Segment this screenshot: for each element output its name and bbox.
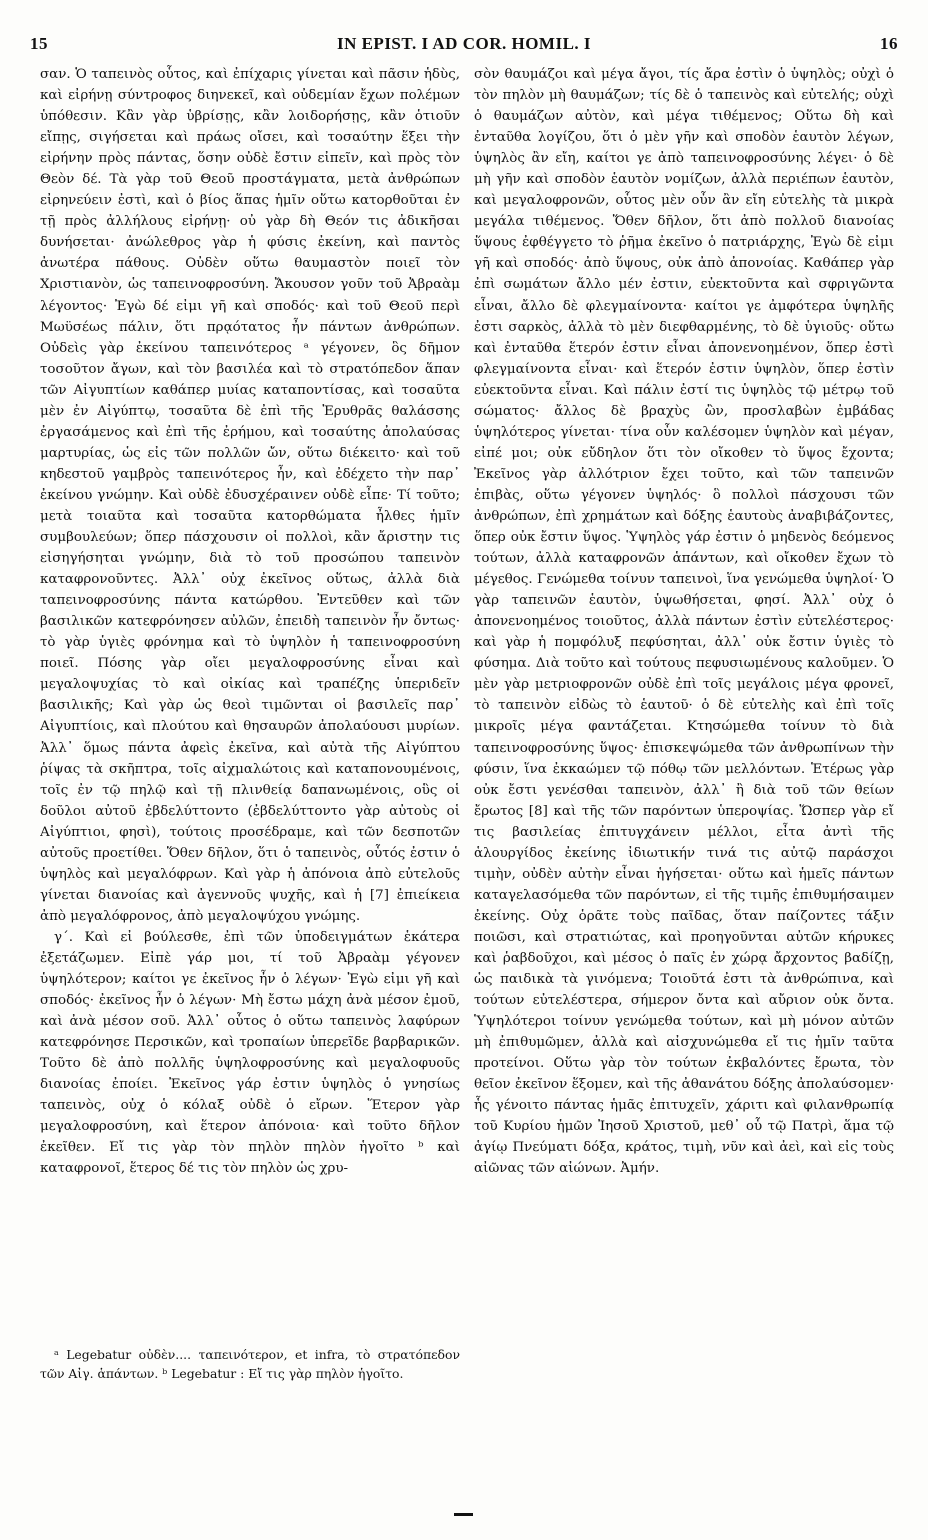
paragraph: γ΄. Καὶ εἰ βούλεσθε, ἐπὶ τῶν ὑποδειγμάτων ἑκάτερα ἐξετάζωμεν. Εἰπὲ γάρ μοι, τί τοῦ Ἀβραὰμ γέγονεν ὑψηλότερον; καίτοι γε ἐκεῖνος ἦν ὁ λέγων· Ἐγὼ εἰμι γῆ καὶ σποδός· ἐκεῖνος ἦν ὁ λέγων· Μὴ ἔστω μάχη ἀνὰ μέσον ἐμοῦ, καὶ ἀνὰ μέσον σοῦ. Ἀλλ᾽ οὗτος ὁ οὕτω ταπεινὸς λαφύρων κατεφρόνησε Περσικῶν, καὶ τροπαίων ὑπερεῖδε βαρβαρικῶν. Τοῦτο δὲ ἀπὸ πολλῆς ὑψηλοφροσύνης καὶ μεγαλοφυοῦς διανοίας ἐποίει. Ἐκεῖνος γάρ ἐστιν ὑψηλὸς ὁ γνησίως ταπεινὸς, οὐχ ὁ κόλαξ οὐδὲ ὁ εἴρων. Ἕτερον γὰρ μεγαλοφροσύνη, καὶ ἕτερον ἀπόνοια· καὶ τοῦτο δῆλον ἐκεῖθεν. Εἴ τις γὰρ τὸν πηλὸν πηλὸν ἡγοῖτο ᵇ καὶ καταφρονοῖ, ἕτερος δέ τις τὸν πηλὸν ὡς χρυ- — [40, 929, 460, 1177]
left-page-number: 15 — [30, 34, 48, 53]
right-text-column — [474, 64, 894, 1384]
page-end-mark — [454, 1513, 473, 1516]
running-title: IN EPIST. I AD COR. HOMIL. I — [336, 34, 592, 53]
paragraph: σὸν θαυμάζοι καὶ μέγα ἄγοι, τίς ἄρα ἐστὶν ὁ ὑψηλὸς; οὐχὶ ὁ τὸν πηλὸν μὴ θαυμάζων; τίς δὲ ὁ ταπεινὸς καὶ εὐτελής; οὐχὶ ὁ θαυμάζων αὐτὸν, καὶ μέγα τιθέμενος; Οὕτω δὴ καὶ ἐνταῦθα λογίζου, ὅτι ὁ μὲν γῆν καὶ σποδὸν ἑαυτὸν λέγων, ὑψηλὸς ἂν εἴη, καίτοι γε ἀπὸ ταπεινοφροσύνης λέγει· ὁ δὲ μὴ γῆν καὶ σποδὸν ἑαυτὸν νομίζων, ἀλλὰ περιέπων ἑαυτὸν, καὶ μεγαλοφρονῶν, οὗτος μὲν οὖν ἂν εἴη εὐτελὴς τὰ μικρὰ μεγάλα τιθέμενος. Ὅθεν δῆλον, ὅτι ἀπὸ πολλοῦ διανοίας ὕψους ἐφθέγγετο τὸ ῥῆμα ἐκεῖνο ὁ πατριάρχης, Ἐγὼ δὲ εἰμι γῆ καὶ σποδός· ἀπὸ ὕψους, οὐκ ἀπὸ ἀπονοίας. Καθάπερ γὰρ ἐπὶ σωμάτων ἄλλο μέν ἐστιν, εὐεκτοῦντα καὶ σφριγῶντα εἶναι, ἄλλο δὲ φλεγμαίνοντα· καίτοι γε ἀμφότερα ὑψηλῆς ἐστι σαρκὸς, ἀλλὰ τὸ μὲν διεφθαρμένης, τὸ δὲ ὑγιοῦς· οὕτω καὶ ἐνταῦθα ἕτερόν ἐστιν εἶναι ἀπονενοημένον, ὅπερ ἐστὶ φλεγμαίνοντα εἶναι· καὶ ἕτερόν ἐστιν ὑψηλὸν, ὅπερ ἐστὶν εὐεκτοῦντα εἶναι. Καὶ πάλιν ἐστί τις ὑψηλὸς τῷ μέτρῳ τοῦ σώματος· ἄλλος δὲ βραχὺς ὢν, προσλαβὼν ἐμβάδας ὑψηλότερος γίνεται· τίνα οὖν καλέσομεν ὑψηλὸν καὶ μέγαν, εἰπέ μοι; οὐκ εὔδηλον ὅτι τὸν οἴκοθεν τὸ ὕψος ἔχοντα; Ἐκεῖνος γὰρ ἀλλότριον ἔχει τοῦτο, καὶ τῶν ταπεινῶν ἐπιβὰς, οὕτω γέγονεν ὑψηλός· ὃ πολλοὶ πάσχουσι τῶν ἀνθρώπων, ἐπὶ χρημάτων καὶ δόξης ἑαυτοὺς ἀναβιβάζοντες, ὅπερ οὐκ ἔστιν ὕψος. Ὑψηλὸς γάρ ἐστιν ὁ μηδενὸς δεόμενος τούτων, ἀλλὰ καταφρονῶν ἁπάντων, καὶ οἴκοθεν ἔχων τὸ μέγεθος. Γενώμεθα τοίνυν ταπεινοὶ, ἵνα γενώμεθα ὑψηλοί· Ὁ γὰρ ταπεινῶν ἑαυτὸν, ὑψωθήσεται, φησί. Ἀλλ᾽ οὐχ ὁ ἀπονενοημένος τοιοῦτος, ἀλλὰ πάντων ἐστὶν εὐτελέστερος· καὶ γὰρ ἡ πομφόλυξ πεφύσηται, ἀλλ᾽ οὐκ ἔστιν ὑγιὲς τὸ φύσημα. Διὰ τοῦτο καὶ τούτους πεφυσιωμένους καλοῦμεν. Ὁ μὲν γὰρ μετριοφρονῶν οὐδὲ ἐπὶ τοῖς μεγάλοις μέγα φρονεῖ, τὸ ταπεινὸν εἰδὼς τὸ ἑαυτοῦ· ὁ δὲ εὐτελὴς καὶ ἐπὶ τοῖς μικροῖς μέγα φαντάζεται. Κτησώμεθα τοίνυν τὸ διὰ ταπεινοφροσύνης ὕψος· ἐπισκεψώμεθα τῶν ἀνθρωπίνων τὴν φύσιν, ἵνα ἐκκαώμεν τῷ πόθῳ τῶν μελλόντων. Ἑτέρως γὰρ οὐκ ἔστι γενέσθαι ταπεινὸν, ἀλλ᾽ ἢ διὰ τοῦ τῶν θείων ἔρωτος [8] καὶ τῆς τῶν παρόντων ὑπεροψίας. Ὥσπερ γὰρ εἴ τις βασιλείας ἐπιτυγχάνειν μέλλοι, εἶτα ἀντὶ τῆς ἁλουργίδος ἐκείνης ἰδιωτικήν τινά τις αὐτῷ παράσχοι τιμὴν, οὐδὲν αὐτὴν εἶναι ἡγήσεται· οὕτω καὶ ἡμεῖς πάντων καταγελασόμεθα τῶν παρόντων, εἰ τῆς τιμῆς ἐπιθυμήσαιμεν ἐκείνης. Οὐχ ὁρᾶτε τοὺς παῖδας, ὅταν παίζοντες τάξιν ποιῶσι, καὶ στρατιώτας, καὶ προηγοῦνται αὐτῶν κήρυκες καὶ ῥαβδοῦχοι, καὶ μέσος ὁ παῖς ἐν χώρᾳ ἄρχοντος βαδίζῃ, ὡς παιδικὰ τὰ γινόμενα; Τοιοῦτά ἐστι τὰ ἀνθρώπινα, καὶ τούτων εὐτελέστερα, σήμερον ὄντα καὶ αὔριον οὐκ ὄντα. Ὑψηλότεροι τοίνυν γενώμεθα τούτων, καὶ μὴ μόνον αὐτῶν μὴ ἐπιθυμῶμεν, ἀλλὰ καὶ αἰσχυνώμεθα εἴ τις ἡμῖν ταῦτα προτείνοι. Οὕτω γὰρ τὸν τούτων ἐκβαλόντες ἔρωτα, τὸν θεῖον ἐκεῖνον ἕξομεν, καὶ τῆς ἀθανάτου δόξης ἀπολαύσομεν· ἧς γένοιτο πάντας ἡμᾶς ἐπιτυχεῖν, χάριτι καὶ φιλανθρωπίᾳ τοῦ Κυρίου ἡμῶν Ἰησοῦ Χριστοῦ, μεθ᾽ οὗ τῷ Πατρὶ, ἅμα τῷ ἁγίῳ Πνεύματι δόξα, κράτος, τιμὴ, νῦν καὶ ἀεὶ, καὶ εἰς τοὺς αἰῶνας τῶν αἰώνων. Ἀμήν. — [474, 67, 894, 1177]
page-header — [30, 34, 898, 56]
footnotes — [40, 1346, 460, 1383]
left-text-column — [40, 64, 460, 1354]
paragraph: σαν. Ὁ ταπεινὸς οὗτος, καὶ ἐπίχαρις γίνεται καὶ πᾶσιν ἡδὺς, καὶ εἰρήνῃ σύντροφος διηνεκεῖ, καὶ οὐδεμίαν ἔχων πολέμων ὑπόθεσιν. Κἂν γὰρ ὑβρίσῃς, κἂν λοιδορήσῃς, κἂν ὁτιοῦν εἴπῃς, σιγήσεται καὶ πράως οἴσει, καὶ τοσαύτην ἕξει τὴν εἰρήνην πρὸς πάντας, ὅσην οὐδὲ ἔστιν εἰπεῖν, καὶ πρὸς τὸν Θεὸν δέ. Τὰ γὰρ τοῦ Θεοῦ προστάγματα, μετὰ ἀνθρώπων εἰρηνεύειν ἐστὶ, καὶ ὁ βίος ἅπας ἡμῖν οὕτω κατορθοῦται ἐν τῇ πρὸς ἀλλήλους εἰρήνῃ· οὐ γὰρ δὴ Θεόν τις ἀδικῆσαι δυνήσεται· ἀνώλεθρος γὰρ ἡ φύσις ἐκείνη, καὶ παντὸς ἀνωτέρα πάθους. Οὐδὲν οὕτω θαυμαστὸν ποιεῖ τὸν Χριστιανὸν, ὡς ταπεινοφροσύνη. Ἄκουσον γοῦν τοῦ Ἀβραὰμ λέγοντος· Ἐγὼ δέ εἰμι γῆ καὶ σποδός· καὶ τοῦ Θεοῦ περὶ Μωϋσέως πάλιν, ὅτι πρᾳότατος ἦν πάντων ἀνθρώπων. Οὐδεὶς γὰρ ἐκείνου ταπεινότερος ᵃ γέγονεν, ὃς δῆμον τοσοῦτον ἄγων, καὶ τὸν βασιλέα καὶ τὸ στρατόπεδον ἅπαν τῶν Αἰγυπτίων καθάπερ μυίας καταποντίσας, καὶ τοσαῦτα μὲν ἐν Αἰγύπτῳ, τοσαῦτα δὲ ἐπὶ τῆς Ἐρυθρᾶς θαλάσσης ἐργασάμενος καὶ ἐπὶ τῆς ἐρήμου, καὶ τοσαύτης ἀπολαύσας μαρτυρίας, ὡς εἰς τῶν πολλῶν ὤν, οὕτω διέκειτο· καὶ τοῦ κηδεστοῦ γαμβρὸς ταπεινότερος ἦν, καὶ ἐδέχετο τὴν παρ᾽ ἐκείνου γνώμην. Καὶ οὐδὲ ἐδυσχέραινεν οὐδὲ εἶπε· Τί τοῦτο; μετὰ τοιαῦτα καὶ τοσαῦτα κατορθώματα ἦλθες ἡμῖν συμβουλεύων; ὅπερ πάσχουσιν οἱ πολλοὶ, κἂν ἄριστην τις εἰσηγήσηται γνώμην, διὰ τὸ τοῦ προσώπου ταπεινὸν καταφρονοῦντες. Ἀλλ᾽ οὐχ ἐκεῖνος οὕτως, ἀλλὰ διὰ ταπεινοφροσύνης πάντα κατώρθου. Ἐντεῦθεν καὶ τῶν βασιλικῶν κατεφρόνησεν αὐλῶν, ἐπειδὴ ταπεινὸν ἦν ὄντως· τὸ γὰρ ὑγιὲς φρόνημα καὶ τὸ ὑψηλὸν ἡ ταπεινοφροσύνη ποιεῖ. Πόσης γὰρ οἴει μεγαλοφροσύνης εἶναι καὶ μεγαλοψυχίας τὸ καὶ οἰκίας καὶ τραπέζης ὑπεριδεῖν βασιλικῆς; Καὶ γὰρ ὡς θεοὶ τιμῶνται οἱ βασιλεῖς παρ᾽ Αἰγυπτίοις, καὶ πλούτου καὶ θησαυρῶν ἀπολαύουσι μυρίων. Ἀλλ᾽ ὅμως πάντα ἀφεὶς ἐκεῖνα, καὶ αὐτὰ τῆς Αἰγύπτου ῥίψας τὰ σκῆπτρα, τοῖς αἰχμαλώτοις καὶ καταπονουμένοις, τοῖς ἐν τῷ πηλῷ καὶ τῇ πλινθείᾳ δαπανωμένοις, οὓς οἱ δοῦλοι αὐτοῦ ἐβδελύττοντο (ἐβδελύττοντο γὰρ αὐτοὺς οἱ Αἰγύπτιοι, φησὶ), τούτοις προσέδραμε, καὶ τῶν δεσποτῶν αὐτοῦς προετίθει. Ὅθεν δῆλον, ὅτι ὁ ταπεινὸς, οὗτός ἐστιν ὁ ὑψηλὸς καὶ μεγαλόφρων. Καὶ γὰρ ἡ ἀπόνοια ἀπὸ εὐτελοῦς γίνεται διανοίας καὶ ἀγεννοῦς ψυχῆς, καὶ ἡ [7] ἐπιείκεια ἀπὸ μεγαλόφρονος, ἀπὸ μεγαλοψύχου γνώμης. — [40, 67, 460, 924]
footnote-text: ᵃ Legebatur οὐδὲν.... ταπεινότερον, et infra, τὸ στρατόπεδον τῶν Αἰγ. ἁπάντων. ᵇ Legebatur : Εἴ τις γὰρ πηλὸν ἡγοῖτο. — [40, 1347, 460, 1381]
right-page-number: 16 — [880, 34, 898, 53]
